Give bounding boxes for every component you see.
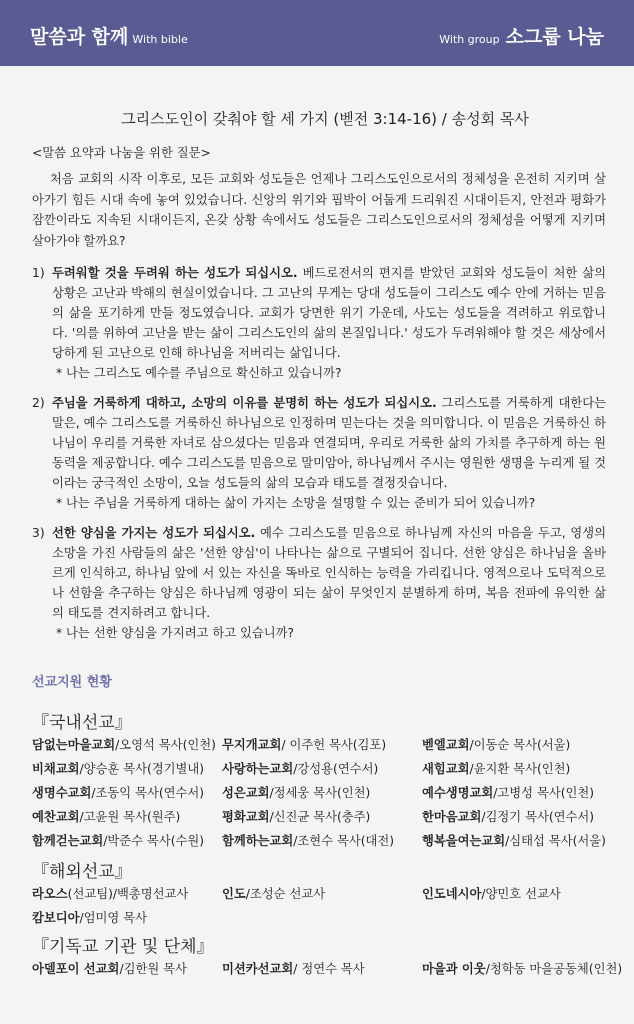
church-detail: /엄미영 목사 [79,911,147,926]
church-detail: (선교팀)/백총명선교사 [67,887,189,902]
church-name: 사랑하는교회 [222,762,294,777]
church-name: 평화교회 [222,810,270,825]
header-right-subtitle: With group [439,33,500,46]
sermon-title: 그리스도인이 갖춰야 할 세 가지 (벧전 3:14-16) / 송성회 목사 [121,110,529,128]
point-number: 2) [32,396,45,411]
church-detail: /오영석 목사(인천) [115,738,216,753]
support-item [32,759,222,777]
support-item [32,908,222,926]
header-left [30,22,188,49]
point-lead: 선한 양심을 가지는 성도가 되십시오. [52,526,256,541]
church-name: 무지개교회 [222,738,282,753]
point-question: * 나는 선한 양심을 가지려고 하고 있습니까? [56,626,295,641]
church-name: 예수생명교회 [422,786,494,801]
page-header [0,0,634,66]
church-detail: /박준수 목사(수원) [103,834,205,849]
support-item [32,807,222,825]
point-body: 그리스도를 거룩하게 대한다는 말은, 예수 그리스도를 거룩하신 하나님으로 인정하며 믿는다는 것을 의미합니다. 이 믿음은 거룩하신 하나님이 우리를 거룩한 자녀로 삼으셨다는 믿음과 연결되며, 우리로 거룩한 삶의 가치를 추구하게 하는 원동력을 제공합니다. 예수 그리스도를 믿음으로 말미암아, 하나님께서 주시는 영원한 생명을 누리게 될 것이라는 궁극적인 소망이, 오늘 성도들의 삶의 모습과 태도를 결정짓습니다. [52,396,606,491]
support-item [422,884,622,902]
church-detail: /김정기 목사(연수서) [481,810,595,825]
church-name: 예찬교회 [32,810,80,825]
support-item [32,884,222,902]
church-detail: /심태섭 목사(서울) [505,834,606,849]
church-name: 비채교회 [32,762,80,777]
support-grid-organizations [32,959,623,977]
church-name: 미션카선교회 [222,962,294,977]
support-grid-domestic [32,735,606,849]
church-detail: /고윤원 목사(원주) [79,810,181,825]
support-section-title: 선교지원 현황 [32,675,112,691]
support-item [222,735,422,753]
header-left-subtitle: With bible [132,33,188,46]
point-question: * 나는 그리스도 예수를 주님으로 확신하고 있습니까? [56,366,342,381]
church-detail: /윤지환 목사(인천) [469,762,571,777]
point-body: 베드로전서의 편지를 받았던 교회와 성도들이 처한 삶의 상황은 고난과 박해의 현실이었습니다. 그 고난의 무게는 당대 성도들이 그리스도 예수 안에 거하는 믿음의 삶을 포기하게 만들 정도였습니다. 교회가 당면한 위기 가운데, 사도는 성도들을 격려하고 위로합니다. '의를 위하여 고난을 받는 삶이 그리스도인의 삶의 본질입니다.' 성도가 두려워해야 할 것은 세상에서 당하게 된 고난으로 인해 하나님을 저버리는 삶입니다. [52,266,606,361]
church-detail: /조성순 선교사 [245,887,326,902]
point-3 [32,523,606,643]
point-text [52,523,606,623]
church-detail: / 이주헌 목사(김포) [281,738,387,753]
church-detail: /고병성 목사(인천) [493,786,595,801]
support-item [422,959,622,977]
church-name: 한마음교회 [422,810,482,825]
church-name: 함께하는교회 [222,834,294,849]
support-item [222,807,422,825]
support-item [422,807,622,825]
church-detail: /조동익 목사(연수서) [91,786,205,801]
support-item [222,831,422,849]
church-name: 담없는마을교회 [32,738,116,753]
support-item [222,783,422,801]
church-name: 함께걷는교회 [32,834,104,849]
church-name: 캄보디아 [32,911,80,926]
church-name: 마을과 이웃 [422,962,486,977]
church-name: 벧엘교회 [422,738,470,753]
support-item [222,884,422,902]
main-content [32,108,623,977]
support-item [32,735,222,753]
point-number: 1) [32,266,45,281]
point-question: * 나는 주님을 거룩하게 대하는 삶이 가지는 소망을 설명할 수 있는 준비가 되어 있습니까? [56,496,536,511]
church-name: 라오스 [32,887,68,902]
header-right-title: 소그룹 나눔 [505,26,604,48]
support-item [222,959,422,977]
support-item [32,783,222,801]
church-detail: /신진균 목사(충주) [269,810,371,825]
church-name: 인도네시아 [422,887,482,902]
support-item [422,735,622,753]
category-title-organizations: 『기독교 기관 및 단체』 [32,937,214,958]
category-title-overseas: 『해외선교』 [32,862,132,883]
church-detail: /조현수 목사(대전) [293,834,395,849]
church-name: 인도 [222,887,246,902]
category-title-domestic: 『국내선교』 [32,713,132,734]
church-detail: /김한원 목사 [119,962,187,977]
point-text [52,393,606,493]
church-detail: /이동순 목사(서울) [469,738,571,753]
point-2 [32,393,606,513]
header-left-title: 말씀과 함께 [30,26,129,48]
support-item [422,831,622,849]
church-name: 성은교회 [222,786,270,801]
point-lead: 주님을 거룩하게 대하고, 소망의 이유를 분명히 하는 성도가 되십시오. [52,396,437,411]
point-1 [32,263,606,383]
support-item [32,831,222,849]
support-item [422,783,622,801]
church-detail: / 정연수 목사 [293,962,365,977]
point-text [52,263,606,363]
support-item [32,959,222,977]
church-name: 아델포이 선교회 [32,962,120,977]
point-body: 예수 그리스도를 믿음으로 하나님께 자신의 마음을 두고, 영생의 소망을 가진 사람들의 삶은 '선한 양심'이 나타나는 삶으로 구별되어 집니다. 선한 양심은 하나님을 올바르게 인식하고, 하나님 앞에 서 있는 자신을 똑바로 인식하는 능력을 가리킵니다. 영적으로나 도덕적으로나 선함을 추구하는 양심은 하나님께 영광이 되는 삶이 무엇인지 분별하게 하며, 복음 전파에 유익한 삶의 태도를 견지하려고 합니다. [52,526,606,621]
church-detail: /청학동 마을공동체(인천) [485,962,623,977]
support-item [222,759,422,777]
sermon-intro: 처음 교회의 시작 이후로, 모든 교회와 성도들은 언제나 그리스도인으로서의 정체성을 온전히 지키며 살아가기 힘든 시대 속에 놓여 있었습니다. 신앙의 위기와 핍박이 어둡게 드리워진 시대이든지, 안전과 평화가 잠깐이라도 지속된 시대이든지, 온갖 상황 속에서도 성도들은 그리스도인으로서의 정체성을 어떻게 지키며 살아가야 할까요? [32,172,606,248]
church-detail: /강성용(연수서) [293,762,379,777]
sermon-subhead: <말씀 요약과 나눔을 위한 질문> [32,146,211,160]
support-grid-overseas [32,884,606,926]
point-lead: 두려워할 것을 두려워 하는 성도가 되십시오. [52,266,298,281]
church-name: 행복을여는교회 [422,834,506,849]
header-right [439,22,604,49]
church-name: 생명수교회 [32,786,92,801]
church-detail: /정세웅 목사(인천) [269,786,371,801]
church-detail: /양승훈 목사(경기별내) [79,762,205,777]
church-detail: /양민호 선교사 [481,887,561,902]
point-number: 3) [32,526,45,541]
church-name: 새힘교회 [422,762,470,777]
support-item [422,759,622,777]
